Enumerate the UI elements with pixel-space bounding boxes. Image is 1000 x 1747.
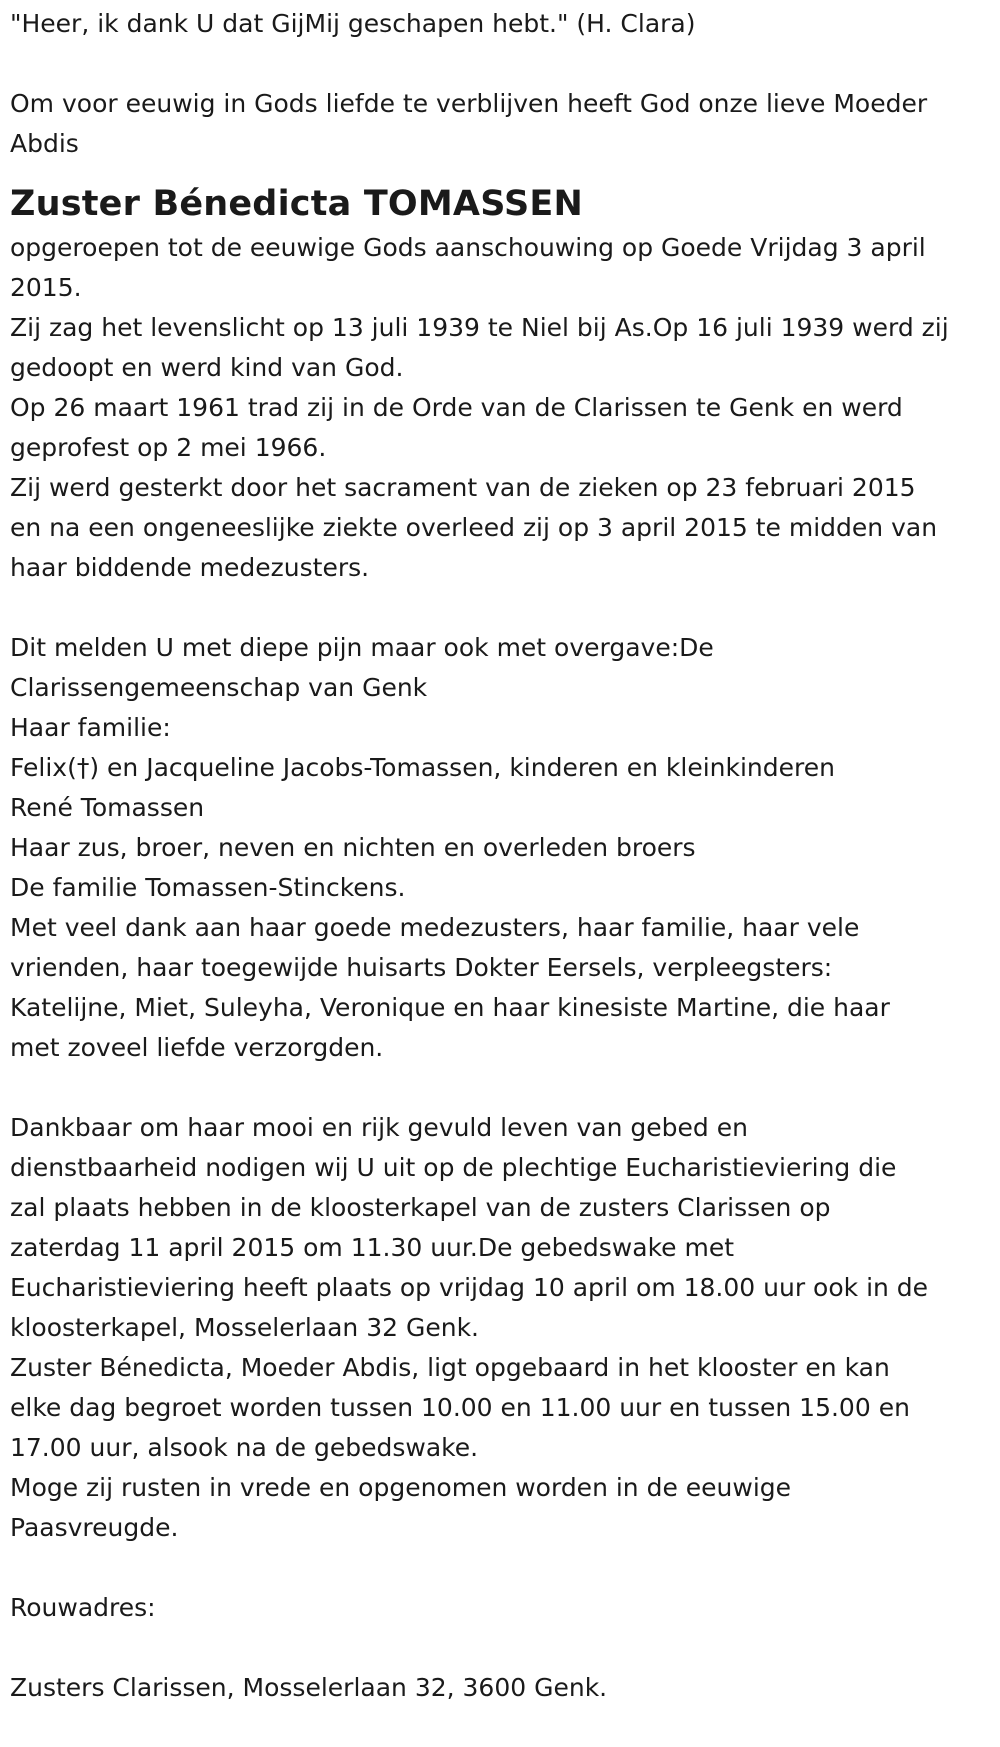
- quote: "Heer, ik dank U dat GijMij geschapen hebt." (H. Clara): [10, 9, 696, 38]
- biography-line: Op 26 maart 1961 trad zij in de Orde van de Clarissen te Genk en werd: [10, 393, 903, 422]
- address-label: Rouwadres:: [10, 1593, 156, 1622]
- deceased-name: Zuster Bénedicta TOMASSEN: [10, 184, 584, 224]
- biography-line: geprofest op 2 mei 1966.: [10, 433, 327, 462]
- announcement-line: Felix(†) en Jacqueline Jacobs-Tomassen, kinderen en kleinkinderen: [10, 753, 835, 782]
- ceremony-line: 17.00 uur, alsook na de gebedswake.: [10, 1433, 479, 1462]
- ceremony-line: kloosterkapel, Mosselerlaan 32 Genk.: [10, 1313, 480, 1342]
- announcement-line: Haar zus, broer, neven en nichten en overleden broers: [10, 833, 696, 862]
- announcement-line: René Tomassen: [10, 793, 205, 822]
- announcement-line: Haar familie:: [10, 713, 171, 742]
- biography-line: haar biddende medezusters.: [10, 553, 370, 582]
- intro-line-2: Abdis: [10, 129, 79, 158]
- biography-line: en na een ongeneeslijke ziekte overleed zij op 3 april 2015 te midden van: [10, 513, 938, 542]
- announcement-line: Katelijne, Miet, Suleyha, Veronique en haar kinesiste Martine, die haar: [10, 993, 890, 1022]
- ceremony-line: elke dag begroet worden tussen 10.00 en 11.00 uur en tussen 15.00 en: [10, 1393, 910, 1422]
- announcement-line: Clarissengemeenschap van Genk: [10, 673, 428, 702]
- ceremony-line: Zuster Bénedicta, Moeder Abdis, ligt opgebaard in het klooster en kan: [10, 1353, 890, 1382]
- intro-line-1: Om voor eeuwig in Gods liefde te verblijven heeft God onze lieve Moeder: [10, 89, 928, 118]
- biography-line: Zij werd gesterkt door het sacrament van de zieken op 23 februari 2015: [10, 473, 916, 502]
- biography-line: Zij zag het levenslicht op 13 juli 1939 te Niel bij As.Op 16 juli 1939 werd zij: [10, 313, 949, 342]
- ceremony-line: Paasvreugde.: [10, 1513, 179, 1542]
- ceremony-line: Eucharistieviering heeft plaats op vrijdag 10 april om 18.00 uur ook in de: [10, 1273, 929, 1302]
- ceremony-line: zal plaats hebben in de kloosterkapel van de zusters Clarissen op: [10, 1193, 831, 1222]
- biography-line: gedoopt en werd kind van God.: [10, 353, 404, 382]
- announcement-line: Met veel dank aan haar goede medezusters, haar familie, haar vele: [10, 913, 860, 942]
- ceremony-line: zaterdag 11 april 2015 om 11.30 uur.De gebedswake met: [10, 1233, 735, 1262]
- mourning-address: Zusters Clarissen, Mosselerlaan 32, 3600 Genk.: [10, 1673, 608, 1702]
- ceremony-line: Moge zij rusten in vrede en opgenomen worden in de eeuwige: [10, 1473, 792, 1502]
- announcement-line: vrienden, haar toegewijde huisarts Dokter Eersels, verpleegsters:: [10, 953, 833, 982]
- ceremony-line: Dankbaar om haar mooi en rijk gevuld leven van gebed en: [10, 1113, 748, 1142]
- biography-line: 2015.: [10, 273, 82, 302]
- biography-line: opgeroepen tot de eeuwige Gods aanschouwing op Goede Vrijdag 3 april: [10, 233, 926, 262]
- ceremony-line: dienstbaarheid nodigen wij U uit op de plechtige Eucharistieviering die: [10, 1153, 897, 1182]
- announcement-line: Dit melden U met diepe pijn maar ook met overgave:De: [10, 633, 714, 662]
- announcement-line: met zoveel liefde verzorgden.: [10, 1033, 384, 1062]
- announcement-line: De familie Tomassen-Stinckens.: [10, 873, 406, 902]
